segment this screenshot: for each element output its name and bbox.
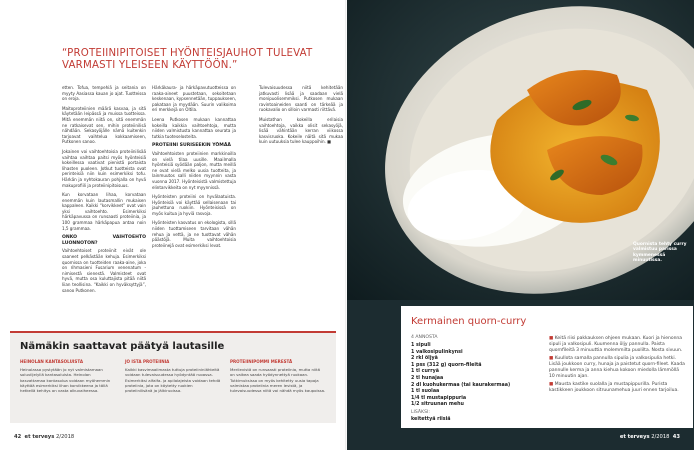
step-bullet-icon: ■	[549, 356, 554, 361]
ingredient-item: 1 tl curryä	[411, 369, 439, 375]
article-column-1	[62, 85, 146, 297]
side-item: keitettyä riisiä	[411, 417, 451, 422]
page-number: 42	[14, 434, 22, 440]
article-paragraph: Leena Putkosen mukaan kannattaa kokeilla kaikkia vaihtoehtoja, mutta niiden valmistusta kannattaa seurata ja tutkia tuoteselosteita.	[152, 116, 236, 139]
article-paragraph: Hyönteisten kasvatus on ekologista, sillä niiden tuottamiseen tarvitaan vähän rehua ja vettä, ja ne tuottavat vähän päästöjä. Muita vaihtoehtoisia proteiinejä ovat esimerkiksi levat.	[152, 220, 236, 248]
recipe-step: ■ Kuullota samalla pannulla sipulia ja valkosipulia hetki. Lisää joukkoon curry, hunaja ja paistetut quorn-fileet. Kaada pannulle kerma ja anna kiehua kokoon miedolla lämmöllä 10 minuutin ajan.	[549, 356, 685, 379]
article-paragraph: Vaihtoehtoiset proteiinit eivät ole saaneet pelkästään kehuja. Esimerkiksi quornissa on tuotteiden raaka-aine, joka on rihmasieni Fusarium venenatum -nimisestä sienestä. Valmisteet ovat hyvä, mutta osa kuluttajista pitää niitä liian teollisina. “Kaikki on hyväksyttyjä”, sanoo Putkonen.	[62, 248, 146, 293]
ingredient-item: 2 tl hunajaa	[411, 375, 444, 381]
fact-box-column	[125, 359, 221, 393]
fact-box-heading: JO ISTA PROTEIINIA	[125, 359, 170, 364]
article-subheading: PROTEIINI SURISEEKIN YÖMÄÄ	[152, 143, 231, 149]
step-bullet-icon: ■	[549, 336, 554, 341]
recipe-step: ■ Mausta kastike suolalla ja mustapippurilla. Purista kastikkeen joukkoon sitruunamehua juuri ennen tarjoilua.	[549, 382, 679, 393]
ingredient-item: 2 rkl öljyä	[411, 356, 438, 362]
recipe-title: Kermainen quorn-curry	[411, 316, 527, 327]
recipe-step: ■ Keitä riisi pakkauksen ohjeen mukaan. Kuori ja hienonna sipuli ja valkosipuli. Kuumenna öljy pannulla. Paista quornfileitä 3 minuuttia molemmilta puolilta. Nosta sivuun.	[549, 336, 683, 353]
magazine-brand: et terveys	[619, 434, 650, 440]
fact-box-text: Heinolassa pystytään jo nyt valmistamaan soluviljelyllä kantasoluista. Heinolan kasvattamaa kantasolua voidaan myöhemmin käyttää esimerkiksi lihan korvikkeena ja tällä hetkellä kehitys on vasta alkuvaiheessa.	[20, 367, 111, 394]
right-page	[347, 0, 694, 450]
pull-quote: “PROTEIINIPITOISET HYÖNTEISJAUHOT TULEVAT VARMASTI YLEISEEN KÄYTTÖÖN.”	[62, 48, 313, 71]
page-footer-left	[14, 434, 74, 440]
fact-box-column	[230, 359, 326, 393]
article-column-2	[152, 85, 236, 252]
recipe-steps	[549, 336, 685, 396]
article-paragraph: Kun korvataan lihaa, korvataan enemmän kuin lautasmallin mukaisen kappaleen. Kaikki “korvikkeet” ovat vain yksi vaihtoehto. Esimerkiksi härkäpavussa on runsaasti proteiinia, ja 100 grammaa härkäpapua antaa noin 1,5 grammaa.	[62, 192, 146, 231]
issue-number: 2/2018	[651, 434, 670, 440]
ingredient-item: 2 dl kuohukermaa (tai kaurakermaa)	[411, 382, 511, 388]
fact-box-title: Nämäkin saattavat päätyä lautasille	[20, 341, 225, 352]
article-paragraph: Tulevaisuudessa niitä kehitetään jatkuvasti lisää ja saadaan vielä monipuolisemmiksi. Putkosen mukaan ravintoaineiden saanti on tärkeää ja ruokavalio on silloin varmasti riittävä.	[259, 85, 343, 113]
article-paragraph: Maitoproteiinien määrä kasvaa, ja sitä käytetään leipässä ja muissa tuotteissa. Mitä enemmän niitä on, sitä enemmän ne ratkaisevat sen, mihin proteiinilisä nähdään. Sekasyöjälle nämä kuitenkin tarjoavat vaihtelua kokkaamiseen, Putkonen sanoo.	[62, 105, 146, 145]
article-column-3	[259, 85, 343, 149]
ingredient-item: 1 valkosipulinkynsi	[411, 349, 463, 355]
article-subheading: ONKO VAIHTOEHTO LUONNOTON?	[62, 235, 146, 246]
side-label: LISÄKSI:	[411, 410, 430, 415]
article-paragraph: Jokainen voi vaihtoehtoisia proteiinilisää vaihtaa vaihtaa paitsi myös hyönteisiä kokeillessa vaativat pienistä portaista lihasten puoleen. Jotkut tuotteista ovat perinteisiä niin kuin esimerkiksi tofu. Härkän ja nyhtokauran pohjalla on hyvä makuprofiili ja proteiinipitoisuus.	[62, 148, 146, 188]
ingredient-item: 1/2 sitruunan mehu	[411, 402, 464, 408]
fact-box-heading: HEINOLAN KANTASOLUISTA	[20, 359, 84, 364]
page-footer-right	[620, 434, 680, 440]
recipe-servings: 4 ANNOSTA	[411, 335, 438, 340]
ingredient-list	[411, 343, 523, 409]
fact-box-text: Kaikki kasvimaailmasta tuttuja proteiininlähteitä voidaan tulevaisuudessa hyödyntää ruoassa. Esimerkiksi alfalfa- ja apilalajeista voidaan tehdä proteiinia, jota on käytetty ruokien proteiinilisänä ja jälkiruoissa.	[125, 367, 221, 394]
photo-caption: Quornista tehty curry valmistuu parissa kymmenessä minuutissa.	[633, 242, 687, 264]
fact-box-column	[20, 359, 116, 393]
step-bullet-icon: ■	[549, 382, 554, 387]
article-paragraph: Härkäkaura- ja härkäpavutuotteissa on raaka-aineet puustetaan, sekoitetaan keskenaan, kypsennetään, tuppaukseen, pakataan ja myydään. Suurin valikoima eri merkkejä on Oltila.	[152, 85, 236, 113]
article-paragraph: Hyönteisten proteiini on hyvälaatuista. Hyönteisiä voi käyttää sellaisenaan tai jauhettuna ruokiin. Hyönteisissä on myös kuitua ja hyviä rasvoja.	[152, 194, 236, 216]
ingredient-item: 1 pss (312 g) quorn-fileitä	[411, 362, 482, 368]
article-paragraph: Vaihtoehtoisten proteiinien markkinoilla on vielä tilaa uusille. Maailmalla hyönteisiä syödään paljon, mutta meillä ne ovat vielä melko uusia tuotteita, ja lainmuutos salli niiden myynnin vasta vuonna 2017. Hyönteisistä valmistettuja elintarvikkeita on nyt myynnissä.	[152, 150, 236, 190]
issue-number: 2/2018	[55, 434, 75, 440]
ingredient-item: 1/4 tl mustapippuria	[411, 395, 467, 401]
ingredient-item: 1 sipuli	[411, 343, 431, 348]
article-paragraph: Muistathan kokeilla erilaisia vaihtoehtoja, vaikka olisit sekasyöjä, lisää vähintään kerran viikossa kasvisruoka. Kokeile näitä sitä mukaa kuin uutuuksia tulee kauppoihin. ■	[259, 116, 343, 145]
page-number: 43	[672, 434, 680, 440]
recipe-card	[401, 306, 693, 428]
magazine-brand: et terveys	[24, 434, 55, 440]
fact-box-heading: PROTEIINIPOMMI MERESTÄ	[230, 359, 293, 364]
fact-box	[10, 331, 336, 423]
ingredient-item: 1 tl suolaa	[411, 389, 440, 395]
article-paragraph: etten. Tofua, tempehiä ja seitania on myyty Aasiassa kauan jo ajat. Tuotteissa on eroja.	[62, 85, 146, 102]
fact-box-text: Merilevistä on runsaasti proteiinia, mutta niitä on vaikea saada hyödynnettyä ruokaan. Tutkimuksissa on myös kehitetty uusia tapoja valmistaa proteiinia meren levistä, ja tulevaisuudessa niitä voi nähdä myös kaupoissa.	[230, 367, 326, 394]
